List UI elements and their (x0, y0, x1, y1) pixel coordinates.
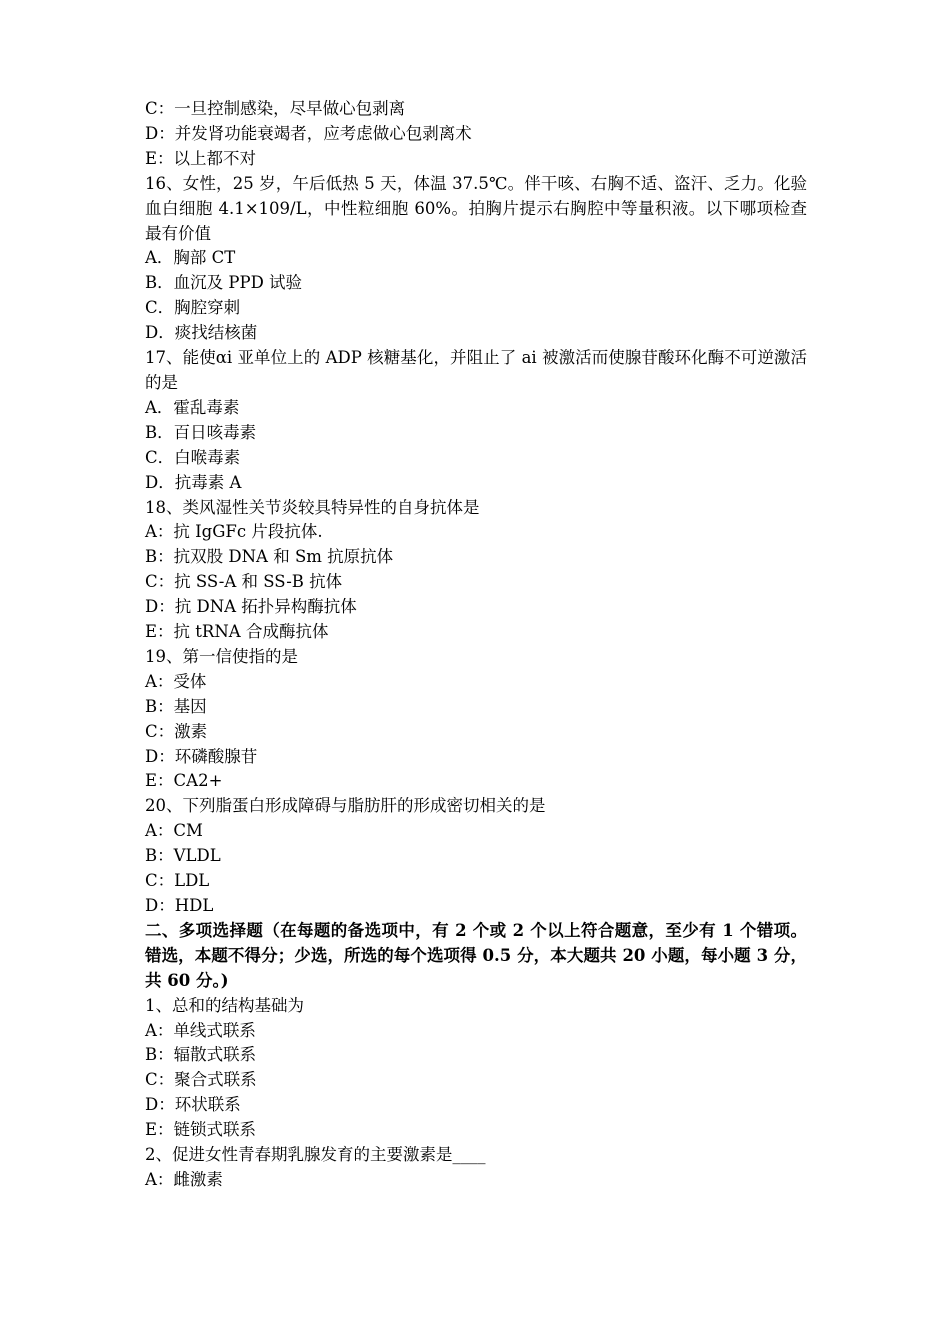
question-20-stem: 20、下列脂蛋白形成障碍与脂肪肝的形成密切相关的是 (145, 796, 546, 816)
option-line: B：VLDL (145, 846, 221, 866)
option-line: B：基因 (145, 696, 207, 716)
question-16-stem: 16、女性，25 岁，午后低热 5 天，体温 37.5℃。伴干咳、右胸不适、盗汗、乏力。化验血白细胞 4.1×109/L，中性粒细胞 60%。拍胸片提示右胸腔中等量积液。以下哪项检查最有价值 (145, 173, 807, 243)
option-line: D．抗毒素 A (145, 472, 242, 492)
option-line: A：CM (145, 821, 203, 841)
option-line: C．白喉毒素 (145, 447, 241, 467)
option-line: E：以上都不对 (145, 148, 257, 168)
option-line: C：聚合式联系 (145, 1070, 257, 1090)
question-19-stem: 19、第一信使指的是 (145, 646, 298, 666)
option-line: C．胸腔穿刺 (145, 298, 241, 318)
option-line: D：环磷酸腺苷 (145, 746, 258, 766)
option-line: E：CA2+ (145, 771, 223, 791)
multi-question-1-stem: 1、总和的结构基础为 (145, 995, 304, 1015)
option-line: A．胸部 CT (145, 248, 236, 268)
option-line: D：并发肾功能衰竭者，应考虑做心包剥离术 (145, 123, 472, 143)
option-line: C：抗 SS-A 和 SS-B 抗体 (145, 572, 343, 592)
option-line: D．痰找结核菌 (145, 323, 258, 343)
question-17-stem: 17、能使αi 亚单位上的 ADP 核糖基化，并阻止了 ai 被激活而使腺苷酸环化酶不可逆激活的是 (145, 348, 807, 392)
option-line: A：受体 (145, 671, 207, 691)
option-line: A：抗 IgGFc 片段抗体. (145, 522, 323, 542)
option-line: C：激素 (145, 721, 208, 741)
option-line: E：抗 tRNA 合成酶抗体 (145, 622, 329, 642)
option-line: B．血沉及 PPD 试验 (145, 273, 303, 293)
section-heading: 二、多项选择题（在每题的备选项中，有 2 个或 2 个以上符合题意，至少有 1 个错项。错选，本题不得分；少选，所选的每个选项得 0.5 分，本大题共 20 小题，每小题 3 分，共 60 分。) (145, 920, 807, 990)
option-line: A．霍乱毒素 (145, 397, 240, 417)
option-line: B：抗双股 DNA 和 Sm 抗原抗体 (145, 547, 394, 567)
option-line: C：一旦控制感染，尽早做心包剥离 (145, 99, 406, 118)
option-line: B：辐散式联系 (145, 1045, 257, 1065)
option-line: E：链锁式联系 (145, 1120, 257, 1140)
option-line: B．百日咳毒素 (145, 422, 257, 442)
document-page (145, 97, 807, 1193)
option-line: A：单线式联系 (145, 1020, 256, 1040)
option-line: C：LDL (145, 871, 210, 891)
option-line: D：HDL (145, 896, 214, 915)
option-line: A：雌激素 (145, 1169, 223, 1189)
option-line: D：抗 DNA 拓扑异构酶抗体 (145, 597, 357, 617)
option-line: D：环状联系 (145, 1095, 241, 1115)
question-18-stem: 18、类风湿性关节炎较具特异性的自身抗体是 (145, 497, 480, 517)
multi-question-2-stem: 2、促进女性青春期乳腺发育的主要激素是____ (145, 1145, 486, 1165)
